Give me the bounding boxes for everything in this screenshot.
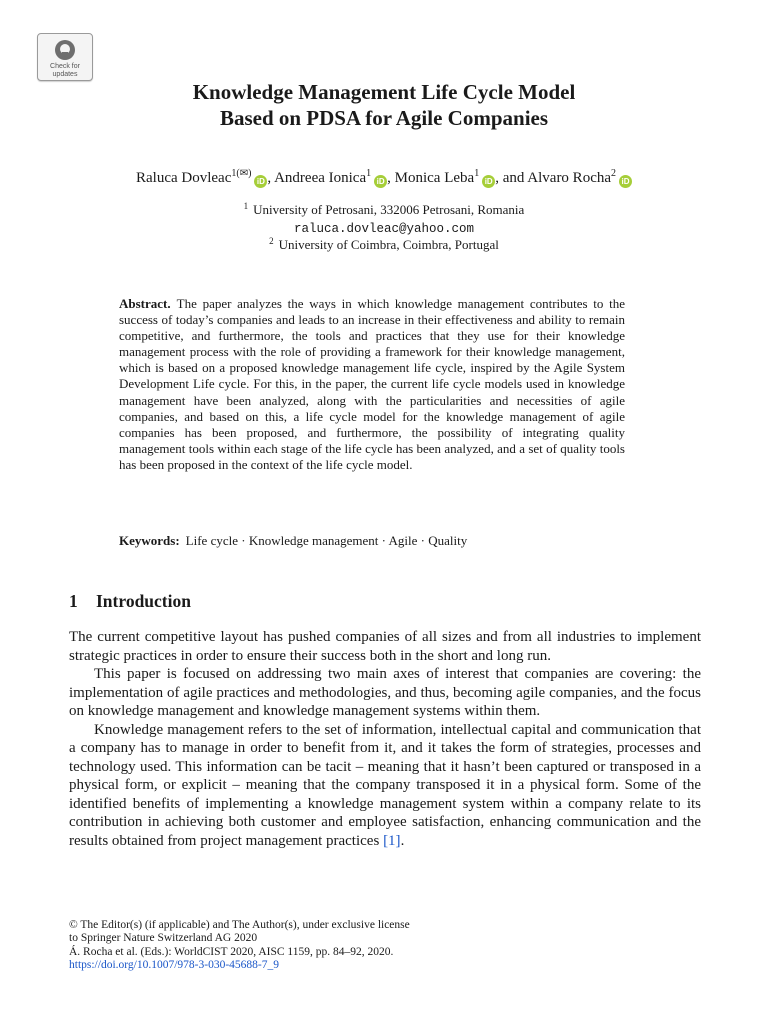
badge-label: Check for updates — [50, 63, 80, 78]
orcid-icon[interactable]: iD — [619, 175, 632, 188]
section-number: 1 — [69, 591, 78, 611]
paragraph-2: This paper is focused on addressing two main axes of interest that companies are covering: the implementation of agile practices and methodologies, and thus, becoming agile companies, and the focus on knowledge management and knowledge management systems within them. — [69, 666, 701, 719]
abstract — [119, 296, 625, 473]
orcid-icon[interactable]: iD — [482, 175, 495, 188]
paragraph-3: Knowledge management refers to the set of information, intellectual capital and communication that a company has to manage in order to benefit from it, and it takes the form of strategies, processes and technology used. This information can be tacit – meaning that it hasn’t been captured or transposed in a physical form, or explicit – meaning that the company transposed it in a physical form. Some of the identified benefits of implementing a knowledge management system within a company relate to its contribution in achieving both customer and employee satisfaction, enhancing communication and the results obtained from project management practices [1]. — [69, 721, 701, 849]
author-1: Raluca Dovleac$^{1(✉)}$ — [135, 168, 252, 186]
abstract-text: The paper analyzes the ways in which knowledge management contributes to the success of today’s companies and leads to an increase in their effectiveness and ability to remain competitive, and furthermore, the tools and practices that they use for their knowledge management process with the role of providing a framework for their knowledge management, which is based on a proposed knowledge management life cycle, inspired by the Agile System Development Life cycle. For this, in the paper, the current life cycle models used in knowledge management have been analyzed, along with the particularities and necessities of agile companies, and based on this, a life cycle model for the knowledge management of agile companies has been proposed, and furthermore, the possibility of integrating quality management tools within each stage of the life cycle has been analyzed, and a set of quality tools has been proposed in the context of the life cycle model. — [119, 296, 625, 472]
author-email[interactable]: raluca.dovleac@yahoo.com — [293, 222, 475, 236]
keywords — [119, 533, 625, 549]
copyright-footer — [69, 919, 410, 972]
title-line-2: Based on PDSA for Agile Companies — [219, 106, 549, 130]
footer-line-2: to Springer Nature Switzerland AG 2020 — [69, 932, 258, 945]
author-2: Andreea Ionica$^1$ — [274, 168, 372, 186]
orcid-icon[interactable]: iD — [254, 175, 267, 188]
section-heading — [69, 590, 191, 612]
author-4: Alvaro Rocha$^2$ — [527, 168, 617, 186]
affiliation-1: $^1$ University of Petrosani, 332006 Petrosani, Romania — [243, 201, 525, 217]
title-line-1: Knowledge Management Life Cycle Model — [192, 80, 576, 104]
citation-link[interactable]: [1] — [383, 832, 401, 849]
footer-line-1: © The Editor(s) (if applicable) and The Author(s), under exclusive license — [69, 919, 410, 931]
author-3: Monica Leba$^1$ — [394, 168, 480, 186]
paper-title — [0, 79, 768, 131]
affiliation-2: $^2$ University of Coimbra, Coimbra, Portugal — [269, 236, 499, 252]
bookmark-icon — [54, 39, 76, 61]
orcid-icon[interactable]: iD — [374, 175, 387, 188]
paragraph-1: The current competitive layout has pushed companies of all sizes and from all industries to implement strategic practices in order to ensure their success both in the short and long run. — [69, 629, 701, 664]
footer-line-3: Á. Rocha et al. (Eds.): WorldCIST 2020, AISC 1159, pp. 84–92, 2020. — [69, 945, 394, 958]
abstract-label: Abstract. — [119, 296, 171, 311]
section-title: Introduction — [96, 591, 191, 611]
doi-link[interactable]: https://doi.org/10.1007/978-3-030-45688-7_9 — [69, 958, 279, 971]
check-for-updates-badge[interactable] — [37, 33, 93, 81]
keywords-text: Life cycle · Knowledge management · Agile · Quality — [185, 533, 468, 548]
keywords-label: Keywords: — [119, 533, 180, 548]
body-text — [69, 628, 701, 850]
author-list: Raluca Dovleac$^{1(✉)}$iD , Andreea Ionica$^1$iD , Monica Leba$^1$iD , and Alvaro Rocha$^2$iD — [0, 169, 768, 188]
